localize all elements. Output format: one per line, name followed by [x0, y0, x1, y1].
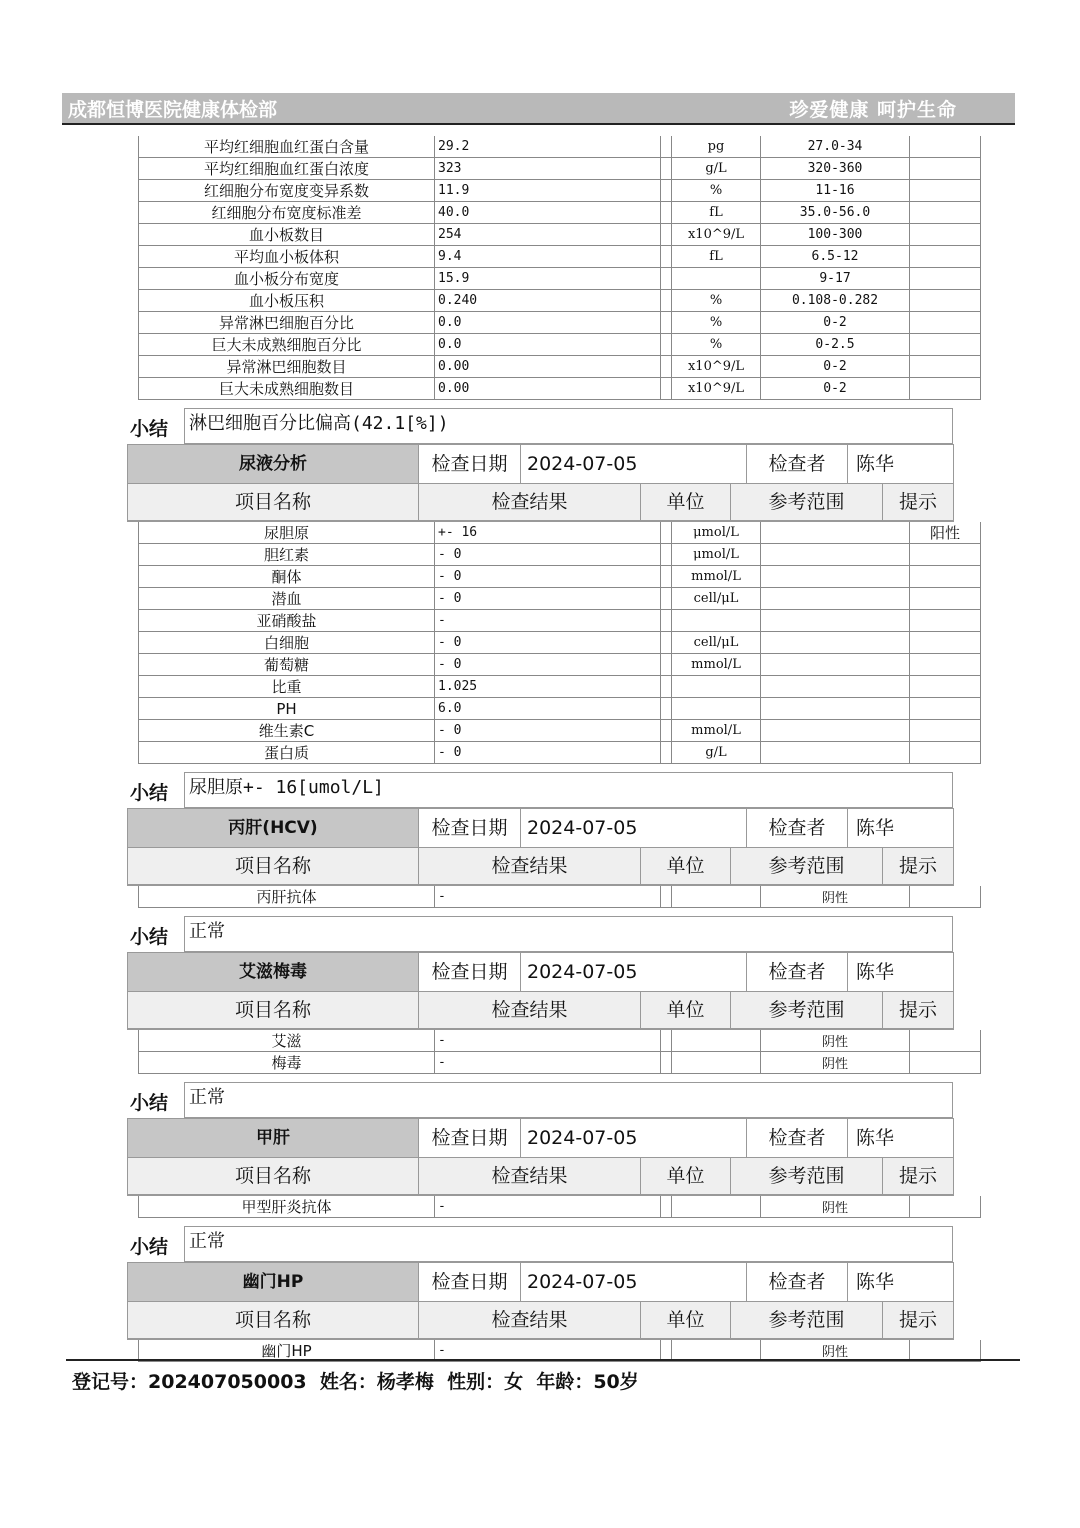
summary-label: 小结	[130, 926, 169, 948]
summary-text: 淋巴细胞百分比偏高(42.1[%])	[189, 413, 449, 434]
item-range	[761, 676, 910, 698]
column-gap	[661, 654, 672, 676]
date-label: 检查日期	[419, 1119, 521, 1158]
table-row	[139, 698, 981, 720]
item-result: 40.0	[435, 202, 661, 224]
item-name: 平均红细胞血红蛋白含量	[139, 136, 435, 158]
examiner-label: 检查者	[747, 953, 848, 992]
item-name: 血小板压积	[139, 290, 435, 312]
item-range: 27.0-34	[761, 136, 910, 158]
item-range: 320-360	[761, 158, 910, 180]
item-unit: pg	[672, 136, 761, 158]
column-header: 参考范围	[731, 484, 883, 521]
item-result: 0.0	[435, 334, 661, 356]
item-hint	[910, 158, 981, 180]
item-result: - 0	[435, 632, 661, 654]
item-range: 11-16	[761, 180, 910, 202]
slogan: 珍爱健康 呵护生命	[789, 99, 957, 121]
item-range: 9-17	[761, 268, 910, 290]
item-unit: cell/μL	[672, 632, 761, 654]
item-hint	[910, 676, 981, 698]
item-hint	[910, 312, 981, 334]
item-range: 100-300	[761, 224, 910, 246]
summary-box	[184, 772, 953, 808]
column-gap	[661, 886, 672, 908]
table-row	[139, 158, 981, 180]
column-header: 单位	[641, 1158, 731, 1195]
summary-text: 正常	[189, 921, 225, 942]
item-name: 红细胞分布宽度变异系数	[139, 180, 435, 202]
item-unit: g/L	[672, 742, 761, 764]
item-range	[761, 742, 910, 764]
table-row	[139, 742, 981, 764]
table-row	[139, 202, 981, 224]
item-hint	[910, 1030, 981, 1052]
item-unit	[672, 1052, 761, 1074]
item-result: 254	[435, 224, 661, 246]
item-name: 红细胞分布宽度标准差	[139, 202, 435, 224]
item-name: 维生素C	[139, 720, 435, 742]
item-range	[761, 588, 910, 610]
examiner-label: 检查者	[747, 1263, 848, 1302]
column-gap	[661, 180, 672, 202]
section-summary	[130, 1226, 953, 1262]
column-gap	[661, 224, 672, 246]
date-label: 检查日期	[419, 809, 521, 848]
table-row	[139, 544, 981, 566]
item-name: 葡萄糖	[139, 654, 435, 676]
column-gap	[661, 522, 672, 544]
item-result: - 0	[435, 742, 661, 764]
item-name: PH	[139, 698, 435, 720]
item-name: 尿胆原	[139, 522, 435, 544]
item-unit: μmol/L	[672, 522, 761, 544]
item-hint: 阳性	[910, 522, 981, 544]
section-title: 幽门HP	[128, 1263, 419, 1302]
item-hint	[910, 224, 981, 246]
examiner-name: 陈华	[848, 1119, 953, 1158]
section-summary	[130, 772, 953, 808]
item-name: 巨大未成熟细胞数目	[139, 378, 435, 400]
result-table	[138, 886, 981, 908]
item-range: 0-2.5	[761, 334, 910, 356]
item-range: 阴性	[761, 1030, 910, 1052]
item-range: 0.108-0.282	[761, 290, 910, 312]
item-name: 幽门HP	[139, 1340, 435, 1362]
exam-date: 2024-07-05	[521, 1119, 747, 1158]
item-name: 艾滋	[139, 1030, 435, 1052]
item-range	[761, 522, 910, 544]
exam-date: 2024-07-05	[521, 445, 747, 484]
item-range: 阴性	[761, 1052, 910, 1074]
column-gap	[661, 676, 672, 698]
table-row	[139, 312, 981, 334]
item-unit: fL	[672, 246, 761, 268]
item-name: 潜血	[139, 588, 435, 610]
item-unit	[672, 268, 761, 290]
column-header: 检查结果	[419, 992, 641, 1029]
table-row	[139, 246, 981, 268]
column-header: 项目名称	[128, 484, 419, 521]
table-row	[139, 886, 981, 908]
column-gap	[661, 1030, 672, 1052]
item-result: 0.00	[435, 378, 661, 400]
item-unit	[672, 610, 761, 632]
item-result: 323	[435, 158, 661, 180]
item-unit: mmol/L	[672, 654, 761, 676]
table-row	[139, 610, 981, 632]
examiner-label: 检查者	[747, 809, 848, 848]
column-gap	[661, 544, 672, 566]
column-header: 提示	[883, 848, 953, 885]
item-unit	[672, 1030, 761, 1052]
date-label: 检查日期	[419, 1263, 521, 1302]
item-result: 11.9	[435, 180, 661, 202]
section-title: 艾滋梅毒	[128, 953, 419, 992]
result-table	[138, 136, 981, 400]
item-unit	[672, 1196, 761, 1218]
column-gap	[661, 1196, 672, 1218]
table-row	[139, 566, 981, 588]
item-name: 异常淋巴细胞百分比	[139, 312, 435, 334]
item-hint	[910, 742, 981, 764]
patient-info: 登记号：202407050003 姓名：杨孝梅 性别：女 年龄：50岁	[72, 1371, 639, 1393]
item-result: -	[435, 1340, 661, 1362]
column-header: 参考范围	[731, 1302, 883, 1339]
summary-box	[184, 916, 953, 952]
section-summary	[130, 916, 953, 952]
item-name: 异常淋巴细胞数目	[139, 356, 435, 378]
item-unit: g/L	[672, 158, 761, 180]
column-gap	[661, 158, 672, 180]
item-name: 平均红细胞血红蛋白浓度	[139, 158, 435, 180]
item-name: 梅毒	[139, 1052, 435, 1074]
item-unit	[672, 886, 761, 908]
column-header: 提示	[883, 1158, 953, 1195]
column-gap	[661, 632, 672, 654]
column-header: 检查结果	[419, 848, 641, 885]
table-row	[139, 356, 981, 378]
column-gap	[661, 356, 672, 378]
item-hint	[910, 544, 981, 566]
item-hint	[910, 180, 981, 202]
item-hint	[910, 698, 981, 720]
examiner-label: 检查者	[747, 445, 848, 484]
item-hint	[910, 268, 981, 290]
table-row	[139, 224, 981, 246]
item-hint	[910, 246, 981, 268]
section-header	[127, 808, 954, 886]
column-gap	[661, 312, 672, 334]
item-range: 0-2	[761, 312, 910, 334]
table-row	[139, 676, 981, 698]
column-header: 单位	[641, 1302, 731, 1339]
summary-box	[184, 408, 953, 444]
column-gap	[661, 136, 672, 158]
column-header: 项目名称	[128, 848, 419, 885]
item-result: - 0	[435, 588, 661, 610]
column-header: 单位	[641, 848, 731, 885]
item-range: 6.5-12	[761, 246, 910, 268]
summary-label: 小结	[130, 782, 169, 804]
column-header: 项目名称	[128, 1302, 419, 1339]
item-result: 1.025	[435, 676, 661, 698]
table-row	[139, 522, 981, 544]
item-unit: %	[672, 312, 761, 334]
column-header: 检查结果	[419, 1158, 641, 1195]
summary-label: 小结	[130, 1236, 169, 1258]
item-result: - 0	[435, 566, 661, 588]
column-header: 检查结果	[419, 1302, 641, 1339]
item-range	[761, 610, 910, 632]
table-row	[139, 654, 981, 676]
item-result: 6.0	[435, 698, 661, 720]
report-header	[62, 93, 1015, 125]
item-name: 平均血小板体积	[139, 246, 435, 268]
patient-footer	[66, 1359, 1020, 1393]
table-row	[139, 136, 981, 158]
column-gap	[661, 202, 672, 224]
item-result: 29.2	[435, 136, 661, 158]
item-unit: %	[672, 180, 761, 202]
item-range	[761, 698, 910, 720]
item-result: - 0	[435, 654, 661, 676]
item-hint	[910, 136, 981, 158]
summary-text: 正常	[189, 1087, 225, 1108]
column-gap	[661, 588, 672, 610]
item-name: 胆红素	[139, 544, 435, 566]
column-gap	[661, 378, 672, 400]
section-header	[127, 1262, 954, 1340]
result-table	[138, 522, 981, 764]
table-row	[139, 1052, 981, 1074]
column-header: 提示	[883, 992, 953, 1029]
column-gap	[661, 566, 672, 588]
item-result: 9.4	[435, 246, 661, 268]
item-range: 0-2	[761, 378, 910, 400]
exam-date: 2024-07-05	[521, 953, 747, 992]
item-result: +- 16	[435, 522, 661, 544]
item-hint	[910, 720, 981, 742]
org-name: 成都恒博医院健康体检部	[68, 99, 278, 121]
item-hint	[910, 290, 981, 312]
item-result: 0.0	[435, 312, 661, 334]
column-header: 单位	[641, 484, 731, 521]
summary-label: 小结	[130, 418, 169, 440]
item-unit: x10^9/L	[672, 378, 761, 400]
column-header: 提示	[883, 1302, 953, 1339]
item-name: 比重	[139, 676, 435, 698]
column-gap	[661, 334, 672, 356]
column-gap	[661, 1052, 672, 1074]
column-header: 提示	[883, 484, 953, 521]
item-unit: %	[672, 290, 761, 312]
section-summary	[130, 408, 953, 444]
summary-text: 尿胆原+- 16[umol/L]	[189, 777, 384, 798]
item-range	[761, 566, 910, 588]
item-name: 酮体	[139, 566, 435, 588]
item-result: -	[435, 1196, 661, 1218]
item-hint	[910, 1052, 981, 1074]
column-gap	[661, 610, 672, 632]
item-unit: x10^9/L	[672, 356, 761, 378]
item-result: - 0	[435, 544, 661, 566]
result-table	[138, 1030, 981, 1074]
examiner-name: 陈华	[848, 1263, 953, 1302]
item-result: -	[435, 1030, 661, 1052]
item-range: 阴性	[761, 1340, 910, 1362]
section-header	[127, 444, 954, 522]
item-range	[761, 654, 910, 676]
section-summary	[130, 1082, 953, 1118]
item-result: - 0	[435, 720, 661, 742]
summary-box	[184, 1226, 953, 1262]
item-name: 血小板数目	[139, 224, 435, 246]
column-gap	[661, 290, 672, 312]
table-row	[139, 588, 981, 610]
item-hint	[910, 654, 981, 676]
table-row	[139, 290, 981, 312]
section-title: 丙肝(HCV)	[128, 809, 419, 848]
column-header: 项目名称	[128, 992, 419, 1029]
item-hint	[910, 588, 981, 610]
item-range	[761, 544, 910, 566]
examiner-label: 检查者	[747, 1119, 848, 1158]
item-unit: %	[672, 334, 761, 356]
table-row	[139, 1030, 981, 1052]
section-title: 尿液分析	[128, 445, 419, 484]
item-hint	[910, 886, 981, 908]
examiner-name: 陈华	[848, 953, 953, 992]
table-row	[139, 632, 981, 654]
item-range	[761, 632, 910, 654]
item-name: 白细胞	[139, 632, 435, 654]
item-name: 甲型肝炎抗体	[139, 1196, 435, 1218]
item-range: 阴性	[761, 1196, 910, 1218]
date-label: 检查日期	[419, 445, 521, 484]
table-row	[139, 1196, 981, 1218]
item-result: -	[435, 610, 661, 632]
exam-date: 2024-07-05	[521, 809, 747, 848]
column-header: 项目名称	[128, 1158, 419, 1195]
summary-label: 小结	[130, 1092, 169, 1114]
item-unit: mmol/L	[672, 566, 761, 588]
item-unit	[672, 698, 761, 720]
examiner-name: 陈华	[848, 445, 953, 484]
item-result: 0.00	[435, 356, 661, 378]
item-range: 阴性	[761, 886, 910, 908]
item-range	[761, 720, 910, 742]
item-unit: fL	[672, 202, 761, 224]
item-range: 35.0-56.0	[761, 202, 910, 224]
item-name: 巨大未成熟细胞百分比	[139, 334, 435, 356]
item-hint	[910, 378, 981, 400]
summary-box	[184, 1082, 953, 1118]
item-result: 15.9	[435, 268, 661, 290]
item-hint	[910, 202, 981, 224]
table-row	[139, 720, 981, 742]
column-gap	[661, 720, 672, 742]
item-hint	[910, 356, 981, 378]
item-unit: cell/μL	[672, 588, 761, 610]
item-name: 蛋白质	[139, 742, 435, 764]
item-name: 血小板分布宽度	[139, 268, 435, 290]
column-header: 参考范围	[731, 848, 883, 885]
column-header: 参考范围	[731, 992, 883, 1029]
column-gap	[661, 268, 672, 290]
column-header: 检查结果	[419, 484, 641, 521]
table-row	[139, 268, 981, 290]
item-range: 0-2	[761, 356, 910, 378]
section-header	[127, 1118, 954, 1196]
column-header: 参考范围	[731, 1158, 883, 1195]
section-title: 甲肝	[128, 1119, 419, 1158]
table-row	[139, 378, 981, 400]
exam-date: 2024-07-05	[521, 1263, 747, 1302]
item-unit: x10^9/L	[672, 224, 761, 246]
column-header: 单位	[641, 992, 731, 1029]
item-name: 亚硝酸盐	[139, 610, 435, 632]
section-header	[127, 952, 954, 1030]
item-hint	[910, 610, 981, 632]
item-unit	[672, 676, 761, 698]
column-gap	[661, 742, 672, 764]
item-unit: μmol/L	[672, 544, 761, 566]
item-hint	[910, 1196, 981, 1218]
item-hint	[910, 566, 981, 588]
item-hint	[910, 334, 981, 356]
item-result: -	[435, 1052, 661, 1074]
examiner-name: 陈华	[848, 809, 953, 848]
item-result: 0.240	[435, 290, 661, 312]
table-row	[139, 180, 981, 202]
item-hint	[910, 632, 981, 654]
column-gap	[661, 246, 672, 268]
summary-text: 正常	[189, 1231, 225, 1252]
result-table	[138, 1196, 981, 1218]
date-label: 检查日期	[419, 953, 521, 992]
item-name: 丙肝抗体	[139, 886, 435, 908]
column-gap	[661, 698, 672, 720]
table-row	[139, 334, 981, 356]
item-result: -	[435, 886, 661, 908]
item-unit: mmol/L	[672, 720, 761, 742]
